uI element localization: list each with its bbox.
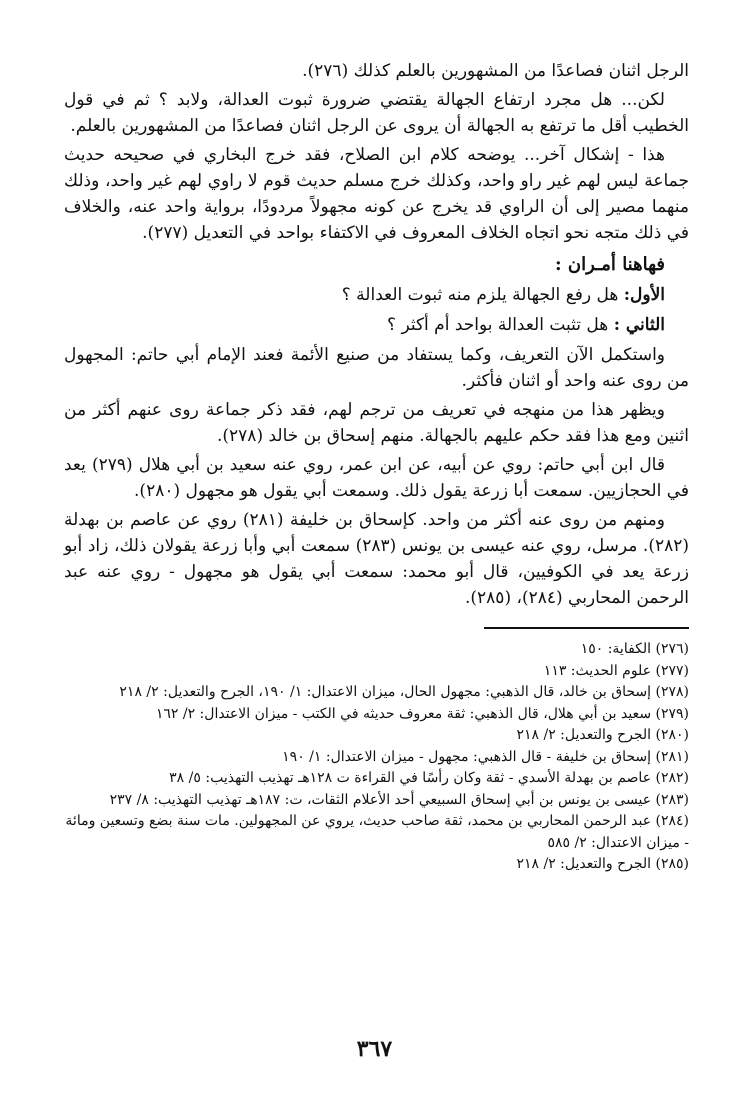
question-2-text: هل تثبت العدالة بواحد أم أكثر ؟ (387, 315, 609, 335)
footnote-282: (٢٨٢) عاصم بن بهدلة الأسدي - ثقة وكان رأسًا في القراءة ت ١٢٨هـ تهذيب التهذيب: ٥/ ٣٨ (169, 770, 689, 786)
footnote-276: (٢٧٦) الكفاية: ١٥٠ (580, 641, 689, 657)
page-number: ٣٦٧ (356, 1036, 393, 1062)
paragraph-7: ومنهم من روى عنه أكثر من واحد. كإسحاق بن خليفة (٢٨١) روي عن عاصم بن بهدلة (٢٨٢). مرسل، روي عنه عيسى بن يونس (٢٨٣) سمعت أبي وأبا زرعة يقولان ذلك، زاد أبو زرعة يعد في الكوفيين، قال أبو محمد: سمعت أبي يقول هو مجهول - روي عنه عبد الرحمن المحاربي (٢٨٤)، (٢٨٥). (64, 510, 689, 608)
section-heading: فهاهنا أمـران : (554, 254, 665, 275)
main-text (64, 58, 689, 611)
paragraph-5: ويظهر هذا من منهجه في تعريف من ترجم لهم، فقد ذكر جماعة روى عنهم أكثر من اثنين ومع هذا فقد حكم عليهم بالجهالة. منهم إسحاق بن خالد (٢٧٨). (64, 400, 689, 446)
paragraph-3: هذا - إشكال آخر... يوضحه كلام ابن الصلاح، فقد خرج البخاري في صحيحه حديث جماعة ليس لهم غير راو واحد، وكذلك خرج مسلم حديث قوم لا راوي لهم غير واحد، وذلك منهما مصير إلى أن الراوي قد يخرج عن كونه مجهولاً مردودًا، برواية واحد عنه، والخلاف في ذلك متجه نحو اتجاه الخلاف المعروف في الاكتفاء بواحد في التعديل (٢٧٧). (64, 145, 689, 243)
footnote-divider (484, 627, 689, 629)
paragraph-2: لكن... هل مجرد ارتفاع الجهالة يقتضي ضرورة ثبوت العدالة، ولابد ؟ ثم في قول الخطيب أقل ما ترتفع به الجهالة أن يروى عن الرجل اثنان فصاعدًا من المشهورين بالعلم. (64, 90, 689, 136)
paragraph-1: الرجل اثنان فصاعدًا من المشهورين بالعلم كذلك (٢٧٦). (302, 61, 689, 81)
paragraph-4: واستكمل الآن التعريف، وكما يستفاد من صنيع الأئمة فعند الإمام أبي حاتم: المجهول من روى عنه واحد أو اثنان فأكثر. (64, 345, 689, 391)
question-2 (64, 312, 689, 338)
footnote-279: (٢٧٩) سعيد بن أبي هلال، قال الذهبي: ثقة معروف حديثه في الكتب - ميزان الاعتدال: ٢/ ١٦٢ (155, 705, 689, 722)
footnote-284: (٢٨٤) عبد الرحمن المحاربي بن محمد، ثقة صاحب حديث، يروي عن المجهولين. مات سنة بضع وتسعين ومائة - ميزان الاعتدال: ٢/ ٥٨٥ (65, 813, 689, 851)
question-1 (64, 282, 689, 308)
paragraph-6: قال ابن أبي حاتم: روي عن أبيه، عن ابن عمر، روي عنه سعيد بن أبي هلال (٢٧٩) يعد في الحجازيين. سمعت أبا زرعة يقول ذلك. وسمعت أبي يقول هو مجهول (٢٨٠). (64, 455, 689, 501)
footnotes (64, 639, 689, 876)
question-1-label: الأول: (623, 285, 665, 305)
question-1-text: هل رفع الجهالة يلزم منه ثبوت العدالة ؟ (341, 285, 619, 305)
footnote-281: (٢٨١) إسحاق بن خليفة - قال الذهبي: مجهول - ميزان الاعتدال: ١/ ١٩٠ (282, 748, 689, 765)
footnote-285: (٢٨٥) الجرح والتعديل: ٢/ ٢١٨ (516, 856, 689, 872)
question-2-label: الثاني : (613, 315, 665, 335)
footnote-283: (٢٨٣) عيسى بن يونس بن أبي إسحاق السبيعي أحد الأعلام الثقات، ت: ١٨٧هـ تهذيب التهذيب: ٨/ ٢٣٧ (109, 791, 689, 808)
footnote-277: (٢٧٧) علوم الحديث: ١١٣ (543, 662, 689, 679)
footnote-278: (٢٧٨) إسحاق بن خالد، قال الذهبي: مجهول الحال، ميزان الاعتدال: ١/ ١٩٠، الجرح والتعديل: ٢/ ٢١٨ (119, 684, 689, 700)
footnote-280: (٢٨٠) الجرح والتعديل: ٢/ ٢١٨ (516, 727, 689, 743)
